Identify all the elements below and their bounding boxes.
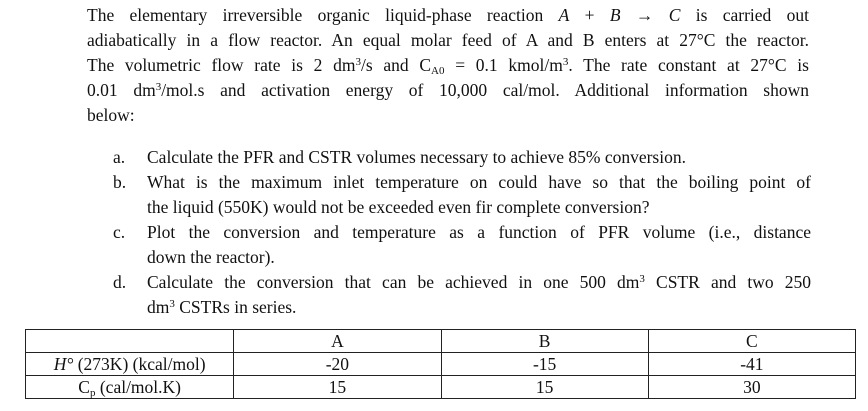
intro-line-2: adiabatically in a flow reactor. An equal molar feed of A and B enters at 27°C the reactor.	[87, 30, 809, 50]
table-header-row	[26, 330, 856, 353]
question-letter: d.	[113, 272, 127, 292]
question-letter: c.	[113, 222, 126, 242]
question-a	[113, 145, 811, 170]
intro-line-1: The elementary irreversible organic liquid-phase reaction A + B → C is carried out	[87, 5, 809, 25]
table-cell: 15	[441, 376, 648, 399]
properties-table	[25, 329, 856, 399]
table-cell: -41	[648, 353, 855, 376]
table-cell: -20	[234, 353, 441, 376]
question-text: Calculate the conversion that can be achieved in one 500 $dm^3$ CSTR and two 250	[147, 272, 811, 292]
question-text: the liquid (550K) would not be exceeded even fir complete conversion?	[147, 197, 650, 217]
question-text: Plot the conversion and temperature as a function of PFR volume (i.e., distance	[147, 222, 811, 242]
question-text: What is the maximum inlet temperature on could have so that the boiling point of	[147, 172, 811, 192]
table-row	[26, 376, 856, 399]
question-c	[113, 220, 811, 270]
question-letter: b.	[113, 172, 127, 192]
intro-line-3: The volumetric flow rate is 2 $dm^3/s$ and $C_{A0} = 0.1$ kmol/$m^3$. The rate constant at 27°C is	[87, 55, 809, 77]
intro-line-4: 0.01 $dm^3/mol.s$ and activation energy of 10,000 cal/mol. Additional information shown	[87, 80, 809, 100]
question-b	[113, 170, 811, 220]
table-cell: 30	[648, 376, 855, 399]
column-header-b: B	[441, 330, 648, 353]
row-label-enthalpy: H° (273K) (kcal/mol)	[26, 353, 234, 376]
row-label-heat-capacity: $C_p$ (cal/mol.K)	[26, 376, 234, 399]
column-header-c: C	[648, 330, 855, 353]
table-cell: -15	[441, 353, 648, 376]
question-letter: a.	[113, 147, 126, 167]
column-header-a: A	[234, 330, 441, 353]
question-text: Calculate the PFR and CSTR volumes necessary to achieve 85% conversion.	[147, 147, 686, 167]
table-row	[26, 353, 856, 376]
question-list	[113, 145, 811, 320]
problem-statement	[87, 3, 809, 128]
question-d	[113, 270, 811, 320]
table-corner-cell	[26, 330, 234, 353]
table-cell: 15	[234, 376, 441, 399]
intro-line-5: below:	[87, 105, 135, 125]
question-text: down the reactor).	[147, 247, 275, 267]
question-text: $dm^3$ CSTRs in series.	[147, 297, 297, 317]
